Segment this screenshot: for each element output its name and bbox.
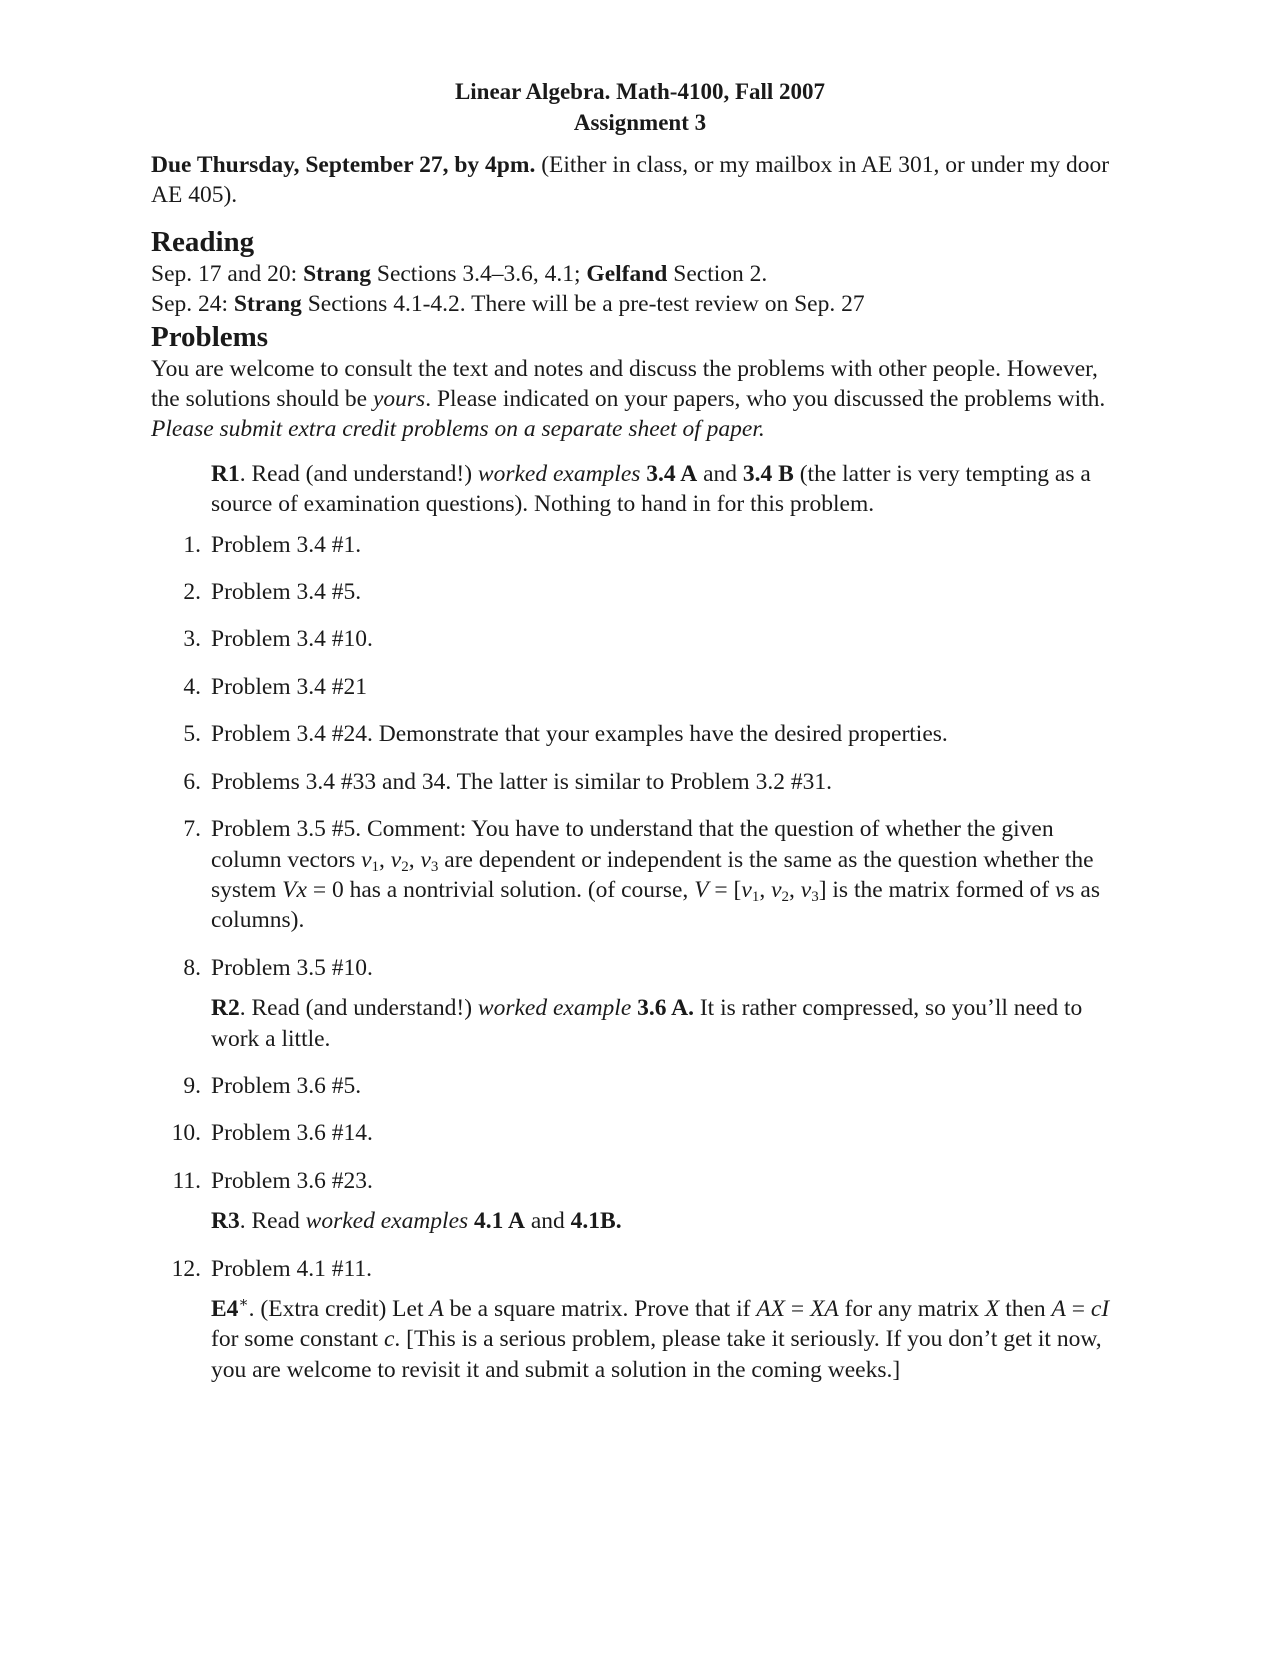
- e4-equals: =: [785, 1295, 811, 1322]
- v3-symbol: v: [420, 846, 431, 873]
- problem-item: [171, 1118, 1121, 1148]
- item7-text-5: ] is the matrix formed of: [818, 876, 1055, 903]
- due-details: (Either in class, or my mailbox in AE 301, or under my door AE 405).: [151, 152, 1110, 209]
- v1-subscript-b: 1: [751, 888, 760, 905]
- problem-text: Problems 3.4 #33 and 34. The latter is similar to Problem 3.2 #31.: [211, 768, 832, 795]
- e4-ax: AX: [756, 1295, 786, 1322]
- problem-text: Problem 3.6 #14.: [211, 1120, 373, 1147]
- reading-line-1-suffix: Section 2.: [667, 260, 768, 287]
- problem-item-7: [183, 814, 1121, 936]
- v1-symbol: v: [361, 846, 372, 873]
- problem-text: Problem 3.6 #5.: [211, 1072, 362, 1099]
- problem-text: Problem 3.6 #23.: [211, 1167, 373, 1194]
- problems-intro: [151, 354, 1131, 445]
- r1-text-rest: (the latter is very tempting as a source of examination questions). Nothing to hand in for this problem.: [211, 460, 1091, 518]
- problem-item-12: [171, 1254, 1121, 1284]
- item7-text-3: = 0 has a nontrivial solution. (of course,: [306, 876, 695, 903]
- item7-text-2: are dependent or independent is the same as the question whether the system: [211, 846, 1094, 903]
- reading-heading: Reading: [151, 225, 255, 258]
- problem-number: 4.: [183, 673, 201, 700]
- r2-example: 3.6 A.: [637, 995, 694, 1022]
- r1-worked: worked examples: [477, 460, 641, 487]
- problem-number: 9.: [183, 1072, 201, 1099]
- problem-text: Problem 3.4 #10.: [211, 626, 373, 653]
- e4-equals-2: =: [1065, 1295, 1091, 1322]
- e4-text-c: for any matrix: [838, 1295, 985, 1322]
- v3-symbol-b: v: [800, 876, 812, 903]
- document-body: [151, 150, 1131, 1385]
- problem-item: [183, 530, 1121, 560]
- e4-text-a: . (Extra credit) Let: [248, 1295, 430, 1322]
- document-title: [0, 76, 1280, 138]
- problem-item: [172, 1166, 1121, 1196]
- problem-text: Problem 3.4 #24. Demonstrate that your examples have the desired properties.: [211, 721, 948, 748]
- e4-constant-c: c: [383, 1326, 395, 1353]
- problem-text: Problem 3.4 #21: [211, 673, 368, 700]
- v1-subscript: 1: [371, 858, 380, 875]
- reading-task-r2: [211, 993, 1121, 1054]
- v2-symbol-b: v: [771, 876, 782, 903]
- v3-subscript-b: 3: [811, 888, 819, 905]
- problem-number: 7.: [183, 816, 201, 843]
- e4-matrix-x: X: [984, 1295, 1000, 1322]
- reading-line-1-strang: Strang: [303, 260, 371, 287]
- problem-item: [183, 1071, 1121, 1101]
- problem-item: [183, 719, 1121, 749]
- vs-symbol: v: [1054, 876, 1066, 903]
- problem-item: [183, 767, 1121, 797]
- matrix-v-symbol: V: [694, 876, 709, 903]
- item7-comma-3: ,: [759, 876, 772, 903]
- reading-task-r1: [211, 459, 1121, 520]
- reading-task-r3: [211, 1206, 1121, 1236]
- r3-label: R3: [211, 1208, 240, 1235]
- problem-item: [183, 624, 1121, 654]
- v2-subscript-b: 2: [781, 888, 790, 905]
- reading-section: [151, 259, 1131, 320]
- v2-subscript: 2: [401, 858, 409, 875]
- v2-symbol: v: [390, 846, 402, 873]
- r1-text-a: . Read (and understand!): [239, 460, 478, 487]
- problem-item: [183, 577, 1121, 607]
- due-date: Due Thursday, September 27, by 4pm.: [151, 152, 536, 178]
- reading-line-2-suffix: Sections 4.1-4.2. There will be a pre-test review on Sep. 27: [301, 291, 865, 318]
- problem-number: 3.: [183, 626, 201, 653]
- e4-ci: cI: [1090, 1295, 1110, 1322]
- problem-text: Problem 4.1 #11.: [211, 1255, 373, 1282]
- r3-worked: worked examples: [305, 1208, 469, 1235]
- problem-number: 1.: [183, 531, 201, 558]
- problem-number: 10.: [171, 1120, 201, 1147]
- e4-text-d: then: [999, 1295, 1052, 1322]
- assignment-line: Assignment 3: [573, 110, 707, 135]
- problem-number: 8.: [183, 954, 201, 981]
- intro-text-a: You are welcome to consult the text and notes and discuss the problems with other people. However, the solutions should be: [151, 355, 1098, 413]
- problem-text: Problem 3.4 #5.: [211, 579, 362, 606]
- reading-line-2-date: Sep. 24:: [151, 291, 234, 318]
- due-paragraph: [151, 150, 1131, 211]
- problem-number: 12.: [171, 1255, 201, 1282]
- extra-credit-e4: [211, 1294, 1121, 1385]
- e4-text-f: . [This is a serious problem, please take it seriously. If you don’t get it now, you are welcome to revisit it and submit a solution in the coming weeks.]: [211, 1326, 1102, 1383]
- r1-label: R1: [211, 460, 240, 487]
- reading-line-2-strang: Strang: [233, 291, 302, 318]
- vx-symbol: Vx: [282, 876, 307, 903]
- reading-line-1: [151, 259, 1131, 289]
- problem-text: Problem 3.5 #10.: [211, 954, 373, 981]
- problems-heading: Problems: [151, 320, 269, 353]
- e4-matrix-a-2: A: [1051, 1295, 1066, 1322]
- v3-subscript: 3: [430, 858, 439, 875]
- reading-line-1-date: Sep. 17 and 20:: [151, 260, 304, 287]
- v1-symbol-b: v: [741, 876, 752, 903]
- r1-example-b: 3.4 B: [742, 460, 794, 487]
- problem-number: 6.: [183, 768, 201, 795]
- item7-text-6: s as columns).: [211, 876, 1100, 934]
- problem-number: 2.: [183, 579, 201, 606]
- problem-text: Problem 3.4 #1.: [211, 531, 362, 558]
- r2-text-rest: It is rather compressed, so you’ll need to work a little.: [211, 995, 1083, 1052]
- r2-label: R2: [211, 995, 240, 1022]
- r3-example-a: 4.1 A: [474, 1208, 525, 1235]
- item7-text-1: Problem 3.5 #5. Comment: You have to understand that the question of whether the given column vectors: [211, 816, 1054, 873]
- r3-and: and: [524, 1208, 571, 1235]
- problem-number: 5.: [183, 721, 201, 748]
- problem-item-8: [183, 953, 1121, 983]
- problem-number: 11.: [172, 1167, 201, 1194]
- intro-text-b: . Please indicated on your papers, who you discussed the problems with.: [425, 386, 1106, 413]
- r2-text-a: . Read (and understand!): [239, 995, 478, 1022]
- e4-star: ∗: [238, 1294, 249, 1311]
- e4-text-b: be a square matrix. Prove that if: [443, 1295, 757, 1322]
- intro-extra-credit-note: Please submit extra credit problems on a separate sheet of paper.: [151, 416, 765, 443]
- item7-comma-2: ,: [408, 846, 421, 873]
- course-line: Linear Algebra. Math-4100, Fall 2007: [454, 79, 826, 104]
- e4-matrix-a: A: [429, 1295, 444, 1322]
- r1-example-a: 3.4 A: [646, 460, 698, 487]
- e4-label: E4: [211, 1295, 239, 1322]
- item7-text-4: = [: [708, 876, 742, 903]
- e4-text-e: for some constant: [211, 1326, 384, 1353]
- r3-example-b: 4.1B.: [570, 1208, 622, 1235]
- item7-comma-4: ,: [789, 876, 801, 903]
- r2-worked: worked example: [477, 995, 632, 1022]
- intro-yours: yours: [372, 386, 426, 413]
- reading-line-1-sections: Sections 3.4–3.6, 4.1;: [371, 260, 587, 287]
- problem-item: [183, 672, 1121, 702]
- e4-xa: XA: [810, 1295, 839, 1322]
- r3-text-a: . Read: [239, 1208, 306, 1235]
- item7-comma-1: ,: [379, 846, 391, 873]
- reading-line-2: [151, 289, 1131, 319]
- reading-line-1-gelfand: Gelfand: [586, 260, 668, 287]
- r1-and: and: [697, 460, 743, 487]
